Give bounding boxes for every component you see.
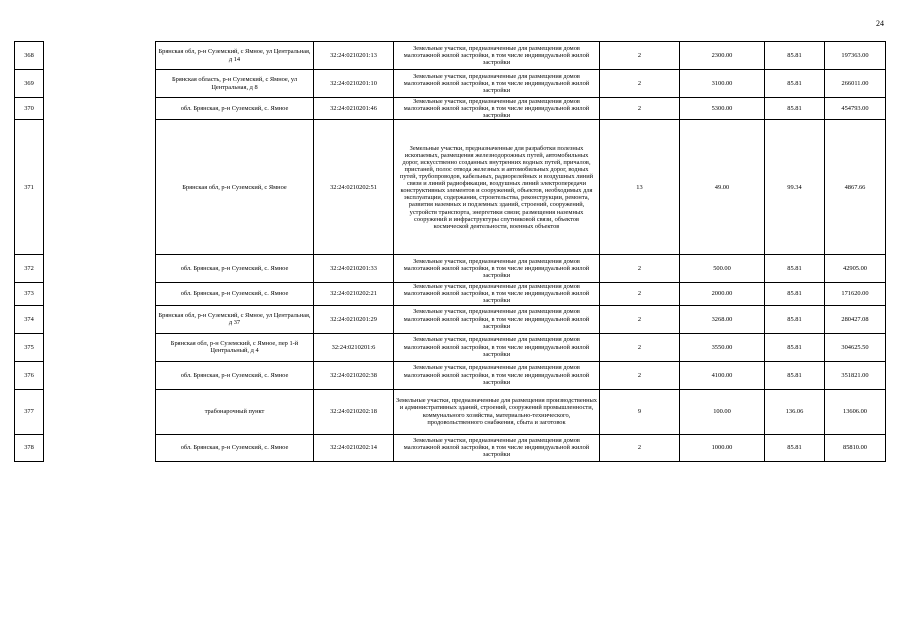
gap-cell (44, 42, 156, 70)
cadastral-value-cell: 42905.00 (825, 255, 886, 283)
land-purpose-cell: Земельные участки, предназначенные для размещения домов малоэтажной жилой застройки, в том числе индивидуальной жилой застройки (394, 333, 600, 361)
address-cell: обл. Брянская, р-н Суземский, с. Ямное (156, 98, 314, 120)
address-cell: обл. Брянская, р-н Суземский, с. Ямное (156, 283, 314, 305)
address-cell: Брянская область, р-н Суземский, с Ямное, ул Центральная, д 8 (156, 70, 314, 98)
land-purpose-cell: Земельные участки, предназначенные для разработки полезных ископаемых, размещения железнодорожных путей, автомобильных дорог, искусственно созданных внутренних водных путей, причалов, пристаней, полос отвода железных и автомобильных дорог, водных путей, трубопроводов, кабельных, радиорелейных и воздушных линий связи и линий радиофикации, воздушных линий электропередачи конструктивных элементов и сооружений, объектов, необходимых для эксплуатации, содержания, строительства, реконструкции, ремонта, развития наземных и подземных зданий, строений, сооружений, устройств транспорта, энергетики связи; размещения наземных сооружений и инфраструктуры спутниковой связи, объектов космической деятельности, военных объектов (394, 120, 600, 255)
cadastral-number-cell: 32:24:0210202:38 (314, 361, 394, 389)
page-number: 24 (876, 19, 884, 28)
row-number-cell: 378 (15, 434, 44, 461)
address-cell: обл. Брянская, р-н Суземский, с. Ямное (156, 255, 314, 283)
row-number-cell: 375 (15, 333, 44, 361)
cadastral-value-cell: 85810.00 (825, 434, 886, 461)
area-cell: 3100.00 (680, 70, 765, 98)
cadastral-number-cell: 32:24:0210202:21 (314, 283, 394, 305)
land-purpose-cell: Земельные участки, предназначенные для размещения производственных и административных зданий, строений, сооружений промышленности, коммунального хозяйства, материально-технического, продовольственного снабжения, сбыта и заготовок (394, 389, 600, 434)
table-row (15, 283, 886, 305)
address-cell: Брянская обл, р-н Суземский, с Ямное (156, 120, 314, 255)
gap-cell (44, 283, 156, 305)
gap-cell (44, 255, 156, 283)
row-number-cell: 373 (15, 283, 44, 305)
area-cell: 5300.00 (680, 98, 765, 120)
area-cell: 1000.00 (680, 434, 765, 461)
cadastral-number-cell: 32:24:0210202:14 (314, 434, 394, 461)
table-row (15, 305, 886, 333)
land-purpose-cell: Земельные участки, предназначенные для размещения домов малоэтажной жилой застройки, в том числе индивидуальной жилой застройки (394, 361, 600, 389)
row-number-cell: 368 (15, 42, 44, 70)
area-cell: 3550.00 (680, 333, 765, 361)
cadastral-number-cell: 32:24:0210201:33 (314, 255, 394, 283)
address-cell: обл. Брянская, р-н Суземский, с. Ямное (156, 434, 314, 461)
address-cell: Брянская обл, р-н Суземский, с Ямное, ул Центральная, д 14 (156, 42, 314, 70)
group-cell: 2 (600, 98, 680, 120)
table-row (15, 434, 886, 461)
rate-cell: 85.81 (765, 361, 825, 389)
rate-cell: 85.81 (765, 98, 825, 120)
cadastral-number-cell: 32:24:0210201:46 (314, 98, 394, 120)
gap-cell (44, 120, 156, 255)
gap-cell (44, 361, 156, 389)
land-purpose-cell: Земельные участки, предназначенные для размещения домов малоэтажной жилой застройки, в том числе индивидуальной жилой застройки (394, 305, 600, 333)
rate-cell: 136.06 (765, 389, 825, 434)
address-cell: Брянская обл, р-н Суземский, с Ямное, пер 1-й Центральный, д 4 (156, 333, 314, 361)
area-cell: 3268.00 (680, 305, 765, 333)
cadastral-value-cell: 13606.00 (825, 389, 886, 434)
table-row (15, 120, 886, 255)
cadastral-value-cell: 4867.66 (825, 120, 886, 255)
cadastral-number-cell: 32:24:0210201:13 (314, 42, 394, 70)
group-cell: 2 (600, 42, 680, 70)
table-row (15, 98, 886, 120)
row-number-cell: 370 (15, 98, 44, 120)
rate-cell: 85.81 (765, 70, 825, 98)
cadastral-value-cell: 454793.00 (825, 98, 886, 120)
group-cell: 2 (600, 70, 680, 98)
rate-cell: 85.81 (765, 42, 825, 70)
cadastral-number-cell: 32:24:0210202:18 (314, 389, 394, 434)
rate-cell: 99.34 (765, 120, 825, 255)
table-row (15, 333, 886, 361)
area-cell: 2300.00 (680, 42, 765, 70)
land-purpose-cell: Земельные участки, предназначенные для размещения домов малоэтажной жилой застройки, в том числе индивидуальной жилой застройки (394, 42, 600, 70)
gap-cell (44, 333, 156, 361)
land-purpose-cell: Земельные участки, предназначенные для размещения домов малоэтажной жилой застройки, в том числе индивидуальной жилой застройки (394, 98, 600, 120)
rate-cell: 85.81 (765, 434, 825, 461)
land-purpose-cell: Земельные участки, предназначенные для размещения домов малоэтажной жилой застройки, в том числе индивидуальной жилой застройки (394, 255, 600, 283)
cadastral-number-cell: 32:24:0210201:10 (314, 70, 394, 98)
table-row (15, 361, 886, 389)
group-cell: 2 (600, 283, 680, 305)
cadastral-number-cell: 32:24:0210201:6 (314, 333, 394, 361)
area-cell: 49.00 (680, 120, 765, 255)
land-purpose-cell: Земельные участки, предназначенные для размещения домов малоэтажной жилой застройки, в том числе индивидуальной жилой застройки (394, 70, 600, 98)
gap-cell (44, 434, 156, 461)
gap-cell (44, 98, 156, 120)
area-cell: 2000.00 (680, 283, 765, 305)
address-cell: Брянская обл, р-н Суземский, с Ямное, ул Центральная, д 37 (156, 305, 314, 333)
land-purpose-cell: Земельные участки, предназначенные для размещения домов малоэтажной жилой застройки, в том числе индивидуальной жилой застройки (394, 434, 600, 461)
group-cell: 13 (600, 120, 680, 255)
cadastral-number-cell: 32:24:0210201:29 (314, 305, 394, 333)
table-row (15, 70, 886, 98)
row-number-cell: 369 (15, 70, 44, 98)
row-number-cell: 377 (15, 389, 44, 434)
rate-cell: 85.81 (765, 255, 825, 283)
group-cell: 2 (600, 333, 680, 361)
gap-cell (44, 70, 156, 98)
group-cell: 2 (600, 305, 680, 333)
cadastral-value-cell: 304625.50 (825, 333, 886, 361)
table-row (15, 255, 886, 283)
group-cell: 2 (600, 255, 680, 283)
address-cell: обл. Брянская, р-н Суземский, с. Ямное (156, 361, 314, 389)
group-cell: 2 (600, 434, 680, 461)
cadastral-number-cell: 32:24:0210202:51 (314, 120, 394, 255)
area-cell: 4100.00 (680, 361, 765, 389)
row-number-cell: 372 (15, 255, 44, 283)
cadastral-value-cell: 280427.08 (825, 305, 886, 333)
table-row (15, 389, 886, 434)
cadastral-value-cell: 351821.00 (825, 361, 886, 389)
address-cell: трабонарочный пункт (156, 389, 314, 434)
area-cell: 500.00 (680, 255, 765, 283)
land-purpose-cell: Земельные участки, предназначенные для размещения домов малоэтажной жилой застройки, в том числе индивидуальной жилой застройки (394, 283, 600, 305)
group-cell: 2 (600, 361, 680, 389)
group-cell: 9 (600, 389, 680, 434)
land-registry-table (14, 41, 886, 462)
gap-cell (44, 389, 156, 434)
rate-cell: 85.81 (765, 305, 825, 333)
gap-cell (44, 305, 156, 333)
row-number-cell: 374 (15, 305, 44, 333)
rate-cell: 85.81 (765, 333, 825, 361)
cadastral-value-cell: 197363.00 (825, 42, 886, 70)
table-body (15, 42, 886, 462)
area-cell: 100.00 (680, 389, 765, 434)
rate-cell: 85.81 (765, 283, 825, 305)
cadastral-value-cell: 266011.00 (825, 70, 886, 98)
cadastral-value-cell: 171620.00 (825, 283, 886, 305)
row-number-cell: 376 (15, 361, 44, 389)
table-row (15, 42, 886, 70)
row-number-cell: 371 (15, 120, 44, 255)
